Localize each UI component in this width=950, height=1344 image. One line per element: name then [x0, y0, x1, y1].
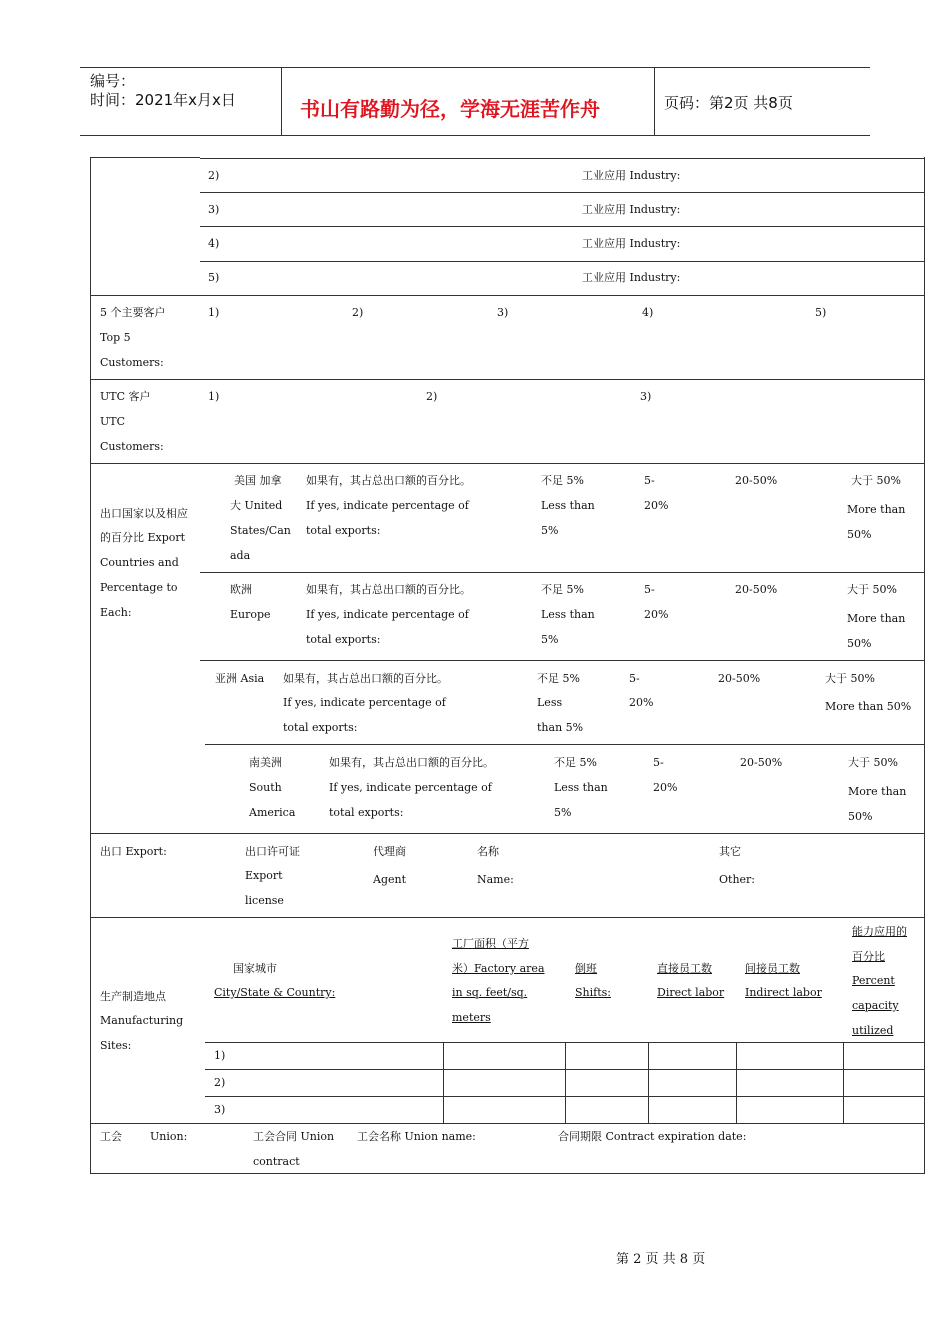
top5-num: 2): [352, 306, 364, 319]
option-less-5: Less: [537, 696, 563, 709]
option-less-5: 不足 5%: [541, 474, 584, 487]
col-indirect-header: Indirect labor: [745, 986, 822, 999]
industry-row-num: 4): [208, 237, 220, 250]
industry-label: 工业应用 Industry:: [582, 271, 681, 284]
export-label: 出口 Export:: [100, 845, 167, 858]
option-more-50: 50%: [847, 637, 872, 650]
option-less-5: Less than: [541, 499, 595, 512]
option-more-50: 大于 50%: [825, 672, 875, 685]
option-5-20: 20%: [644, 499, 669, 512]
export-name: Name:: [477, 873, 514, 886]
union-contract: 工会合同 Union: [253, 1130, 335, 1143]
table-border-top: [90, 157, 200, 158]
option-5-20: 5-: [653, 756, 664, 769]
industry-row-num: 2): [208, 169, 220, 182]
option-more-50: 50%: [847, 528, 872, 541]
site-row-num: 2): [214, 1076, 226, 1089]
region-question: total exports:: [283, 721, 358, 734]
col-direct-header: 直接员工数: [657, 962, 712, 975]
col-capacity-header: utilized: [852, 1024, 894, 1037]
col-city-header: City/State & Country:: [214, 986, 336, 999]
utc-num: 1): [208, 390, 220, 403]
region-question: total exports:: [306, 524, 381, 537]
utc-label: UTC: [100, 415, 126, 428]
option-less-5: 不足 5%: [537, 672, 580, 685]
row-rule: [200, 660, 925, 661]
col-indirect-header: 间接员工数: [745, 962, 800, 975]
region-name: 欧洲: [230, 583, 252, 596]
manufacturing-label: Manufacturing: [100, 1014, 184, 1027]
export-agent: 代理商: [373, 845, 406, 858]
row-rule: [200, 572, 925, 573]
manufacturing-label: 生产制造地点: [100, 990, 166, 1003]
option-less-5: 5%: [541, 524, 559, 537]
option-20-50: 20-50%: [735, 583, 778, 596]
utc-num: 2): [426, 390, 438, 403]
option-5-20: 5-: [644, 474, 655, 487]
option-less-5: 不足 5%: [541, 583, 584, 596]
industry-label: 工业应用 Industry:: [582, 203, 681, 216]
col-capacity-header: 能力应用的: [852, 925, 907, 938]
top5-label: Customers:: [100, 356, 164, 369]
row-rule: [200, 192, 925, 193]
region-question: If yes, indicate percentage of: [283, 696, 446, 709]
top5-num: 5): [815, 306, 827, 319]
option-less-5: 5%: [554, 806, 572, 819]
region-name: ada: [230, 549, 251, 562]
export-license: license: [245, 894, 284, 907]
export-countries-label: Percentage to: [100, 581, 178, 594]
table-border-left: [90, 157, 91, 1174]
utc-num: 3): [640, 390, 652, 403]
union-name: 工会名称 Union name:: [357, 1130, 476, 1143]
section-rule: [90, 295, 925, 296]
export-other: Other:: [719, 873, 755, 886]
industry-row-num: 3): [208, 203, 220, 216]
top5-num: 3): [497, 306, 509, 319]
option-5-20: 20%: [653, 781, 678, 794]
header-top-rule: [80, 67, 870, 68]
option-less-5: Less than: [541, 608, 595, 621]
region-name: America: [249, 806, 296, 819]
header-time: 时间：2021年x月x日: [90, 91, 236, 109]
option-less-5: 不足 5%: [554, 756, 597, 769]
industry-label: 工业应用 Industry:: [582, 237, 681, 250]
industry-label: 工业应用 Industry:: [582, 169, 681, 182]
export-name: 名称: [477, 845, 499, 858]
col-capacity-header: capacity: [852, 999, 899, 1012]
option-more-50: More than 50%: [825, 700, 912, 713]
union-label: Union:: [150, 1130, 188, 1143]
col-area-header: 工厂面积（平方: [452, 937, 529, 950]
export-countries-label: 出口国家以及相应: [100, 507, 188, 520]
table-border-top: [200, 158, 925, 159]
col-rule: [843, 1043, 844, 1123]
col-area-header: 米）Factory area: [452, 962, 545, 975]
option-more-50: More than: [847, 503, 906, 516]
region-question: If yes, indicate percentage of: [329, 781, 492, 794]
manufacturing-label: Sites:: [100, 1039, 132, 1052]
table-border-right: [924, 157, 925, 1174]
export-countries-label: Each:: [100, 606, 132, 619]
industry-row-num: 5): [208, 271, 220, 284]
col-area-header: in sq. feet/sq.: [452, 986, 528, 999]
row-rule: [200, 261, 925, 262]
region-name: 南美洲: [249, 756, 282, 769]
option-more-50: More than: [847, 612, 906, 625]
footer-page-number: 第 2 页 共 8 页: [616, 1252, 706, 1267]
export-agent: Agent: [373, 873, 406, 886]
col-rule: [443, 1043, 444, 1123]
region-question: If yes, indicate percentage of: [306, 608, 469, 621]
row-rule: [205, 744, 925, 745]
utc-label: Customers:: [100, 440, 164, 453]
col-rule: [736, 1043, 737, 1123]
header-divider: [281, 67, 282, 136]
col-shifts-header: Shifts:: [575, 986, 611, 999]
header-number: 编号：: [90, 72, 136, 90]
region-name: 亚洲 Asia: [215, 672, 265, 685]
region-question: 如果有，其占总出口额的百分比。: [306, 583, 471, 596]
option-less-5: 5%: [541, 633, 559, 646]
option-more-50: 大于 50%: [847, 583, 897, 596]
region-question: total exports:: [329, 806, 404, 819]
option-more-50: 50%: [848, 810, 873, 823]
col-city-header: 国家城市: [233, 962, 277, 975]
header-bottom-rule: [80, 135, 870, 136]
export-other: 其它: [719, 845, 741, 858]
region-question: If yes, indicate percentage of: [306, 499, 469, 512]
section-rule: [90, 1123, 925, 1124]
region-question: 如果有，其占总出口额的百分比。: [329, 756, 494, 769]
region-name: South: [249, 781, 282, 794]
header-page: 页码：第2页 共8页: [664, 94, 793, 112]
region-name: Europe: [230, 608, 271, 621]
option-5-20: 20%: [629, 696, 654, 709]
col-capacity-header: 百分比: [852, 950, 885, 963]
union-expiration: 合同期限 Contract expiration date:: [558, 1130, 747, 1143]
region-name: 大 United: [230, 499, 283, 512]
site-row-num: 1): [214, 1049, 226, 1062]
section-rule: [90, 917, 925, 918]
option-5-20: 20%: [644, 608, 669, 621]
region-question: 如果有，其占总出口额的百分比。: [283, 672, 448, 685]
col-rule: [565, 1043, 566, 1123]
option-20-50: 20-50%: [735, 474, 778, 487]
top5-num: 4): [642, 306, 654, 319]
export-license: 出口许可证: [245, 845, 300, 858]
region-question: 如果有，其占总出口额的百分比。: [306, 474, 471, 487]
col-capacity-header: Percent: [852, 974, 895, 987]
utc-label: UTC 客户: [100, 390, 151, 403]
option-more-50: 大于 50%: [848, 756, 898, 769]
table-border-bottom: [90, 1173, 925, 1174]
option-less-5: Less than: [554, 781, 608, 794]
option-more-50: 大于 50%: [851, 474, 901, 487]
site-row-num: 3): [214, 1103, 226, 1116]
top5-label: 5 个主要客户: [100, 306, 166, 319]
option-20-50: 20-50%: [740, 756, 783, 769]
col-area-header: meters: [452, 1011, 491, 1024]
region-question: total exports:: [306, 633, 381, 646]
section-rule: [90, 833, 925, 834]
option-5-20: 5-: [629, 672, 640, 685]
union-contract: contract: [253, 1155, 300, 1168]
section-rule: [90, 379, 925, 380]
region-name: 美国 加拿: [234, 474, 282, 487]
union-label: 工会: [100, 1130, 122, 1143]
export-countries-label: Countries and: [100, 556, 179, 569]
section-rule: [90, 463, 925, 464]
header-motto: 书山有路勤为径，学海无涯苦作舟: [300, 97, 600, 121]
top5-num: 1): [208, 306, 220, 319]
header-divider: [654, 67, 655, 136]
option-5-20: 5-: [644, 583, 655, 596]
export-countries-label: 的百分比 Export: [100, 531, 186, 544]
export-license: Export: [245, 869, 283, 882]
region-name: States/Can: [230, 524, 291, 537]
option-20-50: 20-50%: [718, 672, 761, 685]
col-direct-header: Direct labor: [657, 986, 725, 999]
top5-label: Top 5: [100, 331, 131, 344]
option-more-50: More than: [848, 785, 907, 798]
col-shifts-header: 倒班: [575, 962, 597, 975]
col-rule: [648, 1043, 649, 1123]
row-rule: [200, 226, 925, 227]
option-less-5: than 5%: [537, 721, 584, 734]
